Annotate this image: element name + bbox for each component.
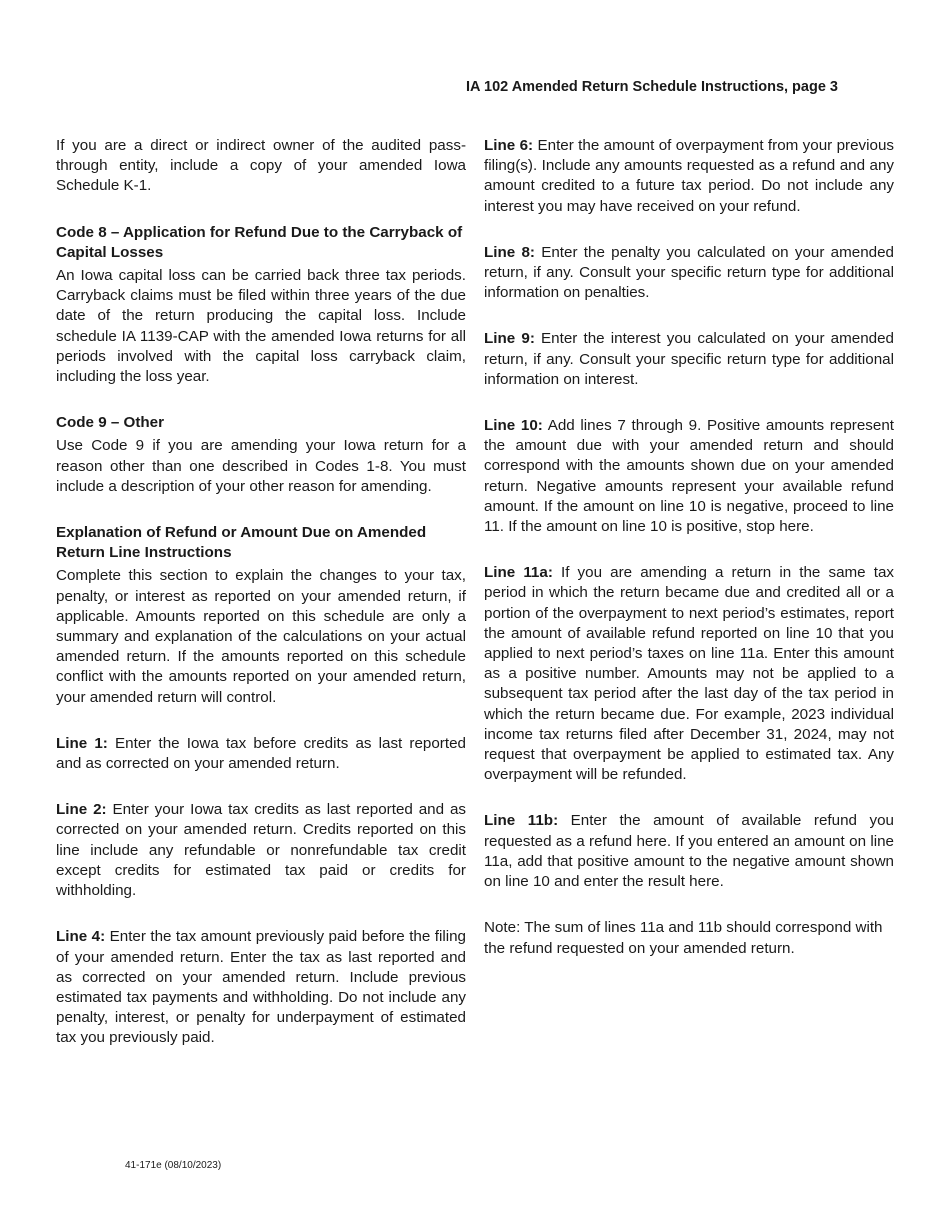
- line1-paragraph: [56, 734, 466, 774]
- line1-text: Enter the Iowa tax before credits as last reported and as corrected on your amended return.: [56, 734, 466, 773]
- line2-label: Line 2:: [56, 801, 107, 819]
- line9-text: Enter the interest you calculated on your amended return, if any. Consult your specific return type for additional information on interest.: [484, 330, 894, 388]
- intro-paragraph: If you are a direct or indirect owner of the audited pass-through entity, include a copy of your amended Iowa Schedule K-1.: [56, 137, 466, 195]
- page-header: IA 102 Amended Return Schedule Instructions, page 3: [466, 79, 838, 95]
- line4-text: Enter the tax amount previously paid before the filing of your amended return. Enter the tax as last reported and as corrected on your amended return. Include previous estimated tax payments and withholding. Do not include any penalty, interest, or penalty for underpayment of estimated tax you previously paid.: [56, 928, 466, 1047]
- code8-body: An Iowa capital loss can be carried back three tax periods. Carryback claims must be filed within three years of the due date of the return producing the capital loss. Include schedule IA 1139-CAP with the amended Iowa returns for all periods involved with the capital loss carryback claim, including the loss year.: [56, 267, 466, 386]
- line6-paragraph: [484, 136, 894, 217]
- line6-label: Line 6:: [484, 137, 534, 154]
- line6-text: Enter the amount of overpayment from your previous filing(s). Include any amounts requested as a refund and any amount credited to a future tax period. Do not include any interest you may have received on your refund.: [484, 137, 894, 215]
- line11a-label: Line 11a:: [484, 564, 553, 582]
- line11a-paragraph: [484, 563, 894, 785]
- code8-heading: Code 8 – Application for Refund Due to the Carryback of Capital Losses: [56, 223, 463, 261]
- line2-paragraph: [56, 800, 466, 901]
- form-id: 41-171e (08/10/2023): [125, 1160, 222, 1171]
- explanation-heading: Explanation of Refund or Amount Due on Amended Return Line Instructions: [56, 524, 427, 562]
- line2-text: Enter your Iowa tax credits as last reported and as corrected on your amended return. Credits reported on this line include any refundable or nonrefundable tax credit except credits for estimated tax paid or credits for withholding.: [56, 801, 466, 900]
- line11b-text: Enter the amount of available refund you requested as a refund here. If you entered an amount on line 11a, add that positive amount to the negative amount shown on line 10 and enter the result here.: [484, 812, 894, 891]
- line4-label: Line 4:: [56, 928, 106, 946]
- code9-body: Use Code 9 if you are amending your Iowa return for a reason other than one described in Codes 1-8. You must include a description of your other reason for amending.: [56, 437, 466, 495]
- note-paragraph: Note: The sum of lines 11a and 11b should correspond with the refund requested on your amended return.: [484, 919, 883, 957]
- line9-label: Line 9:: [484, 330, 535, 348]
- line1-label: Line 1:: [56, 734, 108, 752]
- left-column: [56, 136, 466, 1049]
- line10-paragraph: [484, 416, 894, 537]
- right-column: [484, 136, 894, 959]
- code9-heading: Code 9 – Other: [56, 414, 165, 432]
- line8-text: Enter the penalty you calculated on your amended return, if any. Consult your specific return type for additional information on penalties.: [484, 243, 894, 302]
- line11b-label: Line 11b:: [484, 812, 559, 830]
- line4-paragraph: [56, 927, 466, 1048]
- line9-paragraph: [484, 329, 894, 390]
- line8-paragraph: [484, 243, 894, 304]
- line10-text: Add lines 7 through 9. Positive amounts represent the amount due with your amended return and should correspond with the amounts shown due on your amended return. Negative amounts represent your available refund amount. If the amount on line 10 is negative, proceed to line 11. If the amount on line 10 is positive, stop here.: [484, 417, 894, 536]
- line11a-text: If you are amending a return in the same tax period in which the return became due and credited all or a portion of the overpayment to next period’s estimates, report the amount of available refund reported on line 10 that you applied to next period’s taxes on line 11a. Enter this amount as a positive number. Amounts may not be applied to a subsequent tax period after the last day of the tax period in which the return became due. For example, 2023 individual income tax returns filed after December 31, 2024, may not request that overpayment be applied to estimated tax. Any overpayment will be refunded.: [484, 564, 894, 784]
- line11b-paragraph: [484, 811, 894, 892]
- line8-label: Line 8:: [484, 243, 535, 261]
- explanation-body: Complete this section to explain the changes to your tax, penalty, or interest as reported on your amended return, if applicable. Amounts reported on this schedule are only a summary and explanation of the calculations on your actual amended return. If the amounts reported on this schedule conflict with the amounts reported on your amended return, your amended return will control.: [56, 567, 466, 706]
- line10-label: Line 10:: [484, 417, 543, 435]
